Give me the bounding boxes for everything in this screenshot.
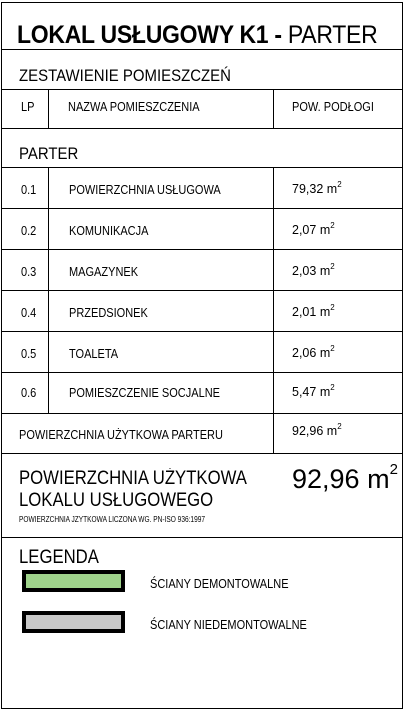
- row-lp: 0.6: [21, 386, 37, 400]
- row-area: 2,01 $m^2$: [292, 303, 335, 319]
- row-lp: 0.5: [21, 347, 37, 361]
- row-name: MAGAZYNEK: [69, 265, 139, 279]
- header-lp: LP: [21, 100, 35, 114]
- header-area: POW. PODŁOGI: [292, 100, 374, 114]
- divider: [2, 413, 402, 414]
- row-area: 79,32 $m^2$: [292, 180, 342, 196]
- sheet-title: LOKAL USŁUGOWY K1 - PARTER: [17, 21, 378, 49]
- row-lp: 0.3: [21, 265, 37, 279]
- row-lp: 0.2: [21, 224, 37, 238]
- total-label: POWIERZCHNIA UŻYTKOWA LOKALU USŁUGOWEGO: [19, 468, 247, 511]
- legend-label: ŚCIANY NIEDEMONTOWALNE: [150, 618, 307, 632]
- divider: [2, 537, 402, 538]
- row-name: PRZEDSIONEK: [69, 306, 148, 320]
- legend-label: ŚCIANY DEMONTOWALNE: [150, 577, 289, 591]
- divider: [2, 453, 402, 454]
- total-value: 92,96 $m^2$: [292, 461, 398, 494]
- legend-swatch-green: [22, 570, 125, 592]
- row-name: POWIERZCHNIA USŁUGOWA: [69, 183, 221, 197]
- row-area: 2,06 $m^2$: [292, 344, 335, 360]
- row-name: TOALETA: [69, 347, 119, 361]
- floor-label: PARTER: [19, 144, 79, 163]
- header-name: NAZWA POMIESZCZENIA: [68, 100, 200, 114]
- subtotal-label: POWIERZCHNIA UŻYTKOWA PARTERU: [19, 428, 223, 442]
- row-area: 2,07 $m^2$: [292, 221, 335, 237]
- divider: [2, 249, 402, 250]
- row-lp: 0.4: [21, 306, 37, 320]
- section-title: ZESTAWIENIE POMIESZCZEŃ: [19, 66, 231, 85]
- divider: [2, 167, 402, 168]
- calculation-note: POWIERZCHNIA JZYTKOWA LICZONA WG. PN-ISO 936:1997: [19, 515, 206, 524]
- column-line: [273, 413, 274, 453]
- row-area: 5,47 $m^2$: [292, 383, 335, 399]
- divider: [2, 89, 402, 90]
- divider: [2, 128, 402, 129]
- row-name: POMIESZCZENIE SOCJALNE: [69, 386, 220, 400]
- divider: [2, 290, 402, 291]
- divider: [2, 372, 402, 373]
- row-name: KOMUNIKACJA: [69, 224, 149, 238]
- legend-swatch-grey: [22, 611, 125, 633]
- room-schedule-sheet: [1, 2, 403, 709]
- column-line: [48, 89, 49, 128]
- legend-title: LEGENDA: [19, 547, 99, 568]
- row-lp: 0.1: [21, 183, 37, 197]
- row-area: 2,03 $m^2$: [292, 262, 335, 278]
- divider: [2, 331, 402, 332]
- subtotal-value: 92,96 $m^2$: [292, 422, 342, 438]
- divider: [2, 208, 402, 209]
- column-line: [273, 89, 274, 128]
- divider: [2, 49, 402, 50]
